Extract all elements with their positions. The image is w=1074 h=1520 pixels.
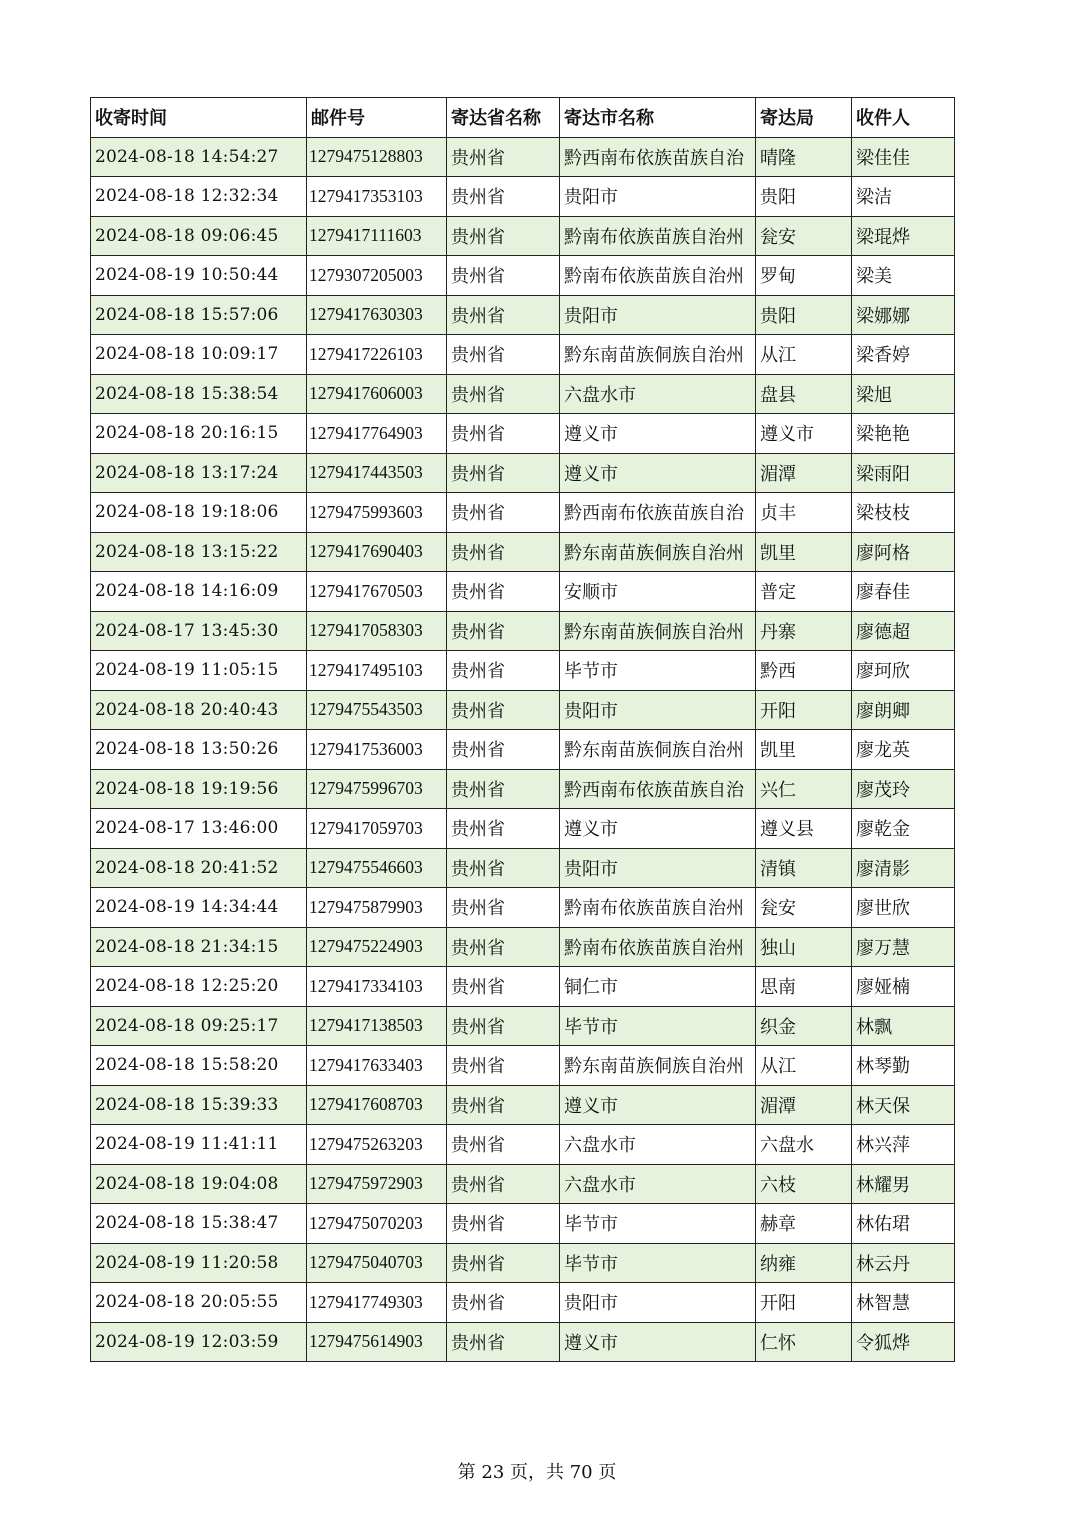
recipient-cell: 林兴萍: [852, 1125, 955, 1165]
city-cell: 黔南布依族苗族自治州: [560, 256, 756, 296]
header-send-time: 收寄时间: [91, 98, 307, 138]
header-recipient: 收件人: [852, 98, 955, 138]
city-cell: 贵阳市: [560, 295, 756, 335]
city-cell: 黔南布依族苗族自治州: [560, 216, 756, 256]
header-mail-number: 邮件号: [307, 98, 447, 138]
recipient-cell: 廖龙英: [852, 730, 955, 770]
office-cell: 清镇: [756, 848, 852, 888]
mail-number-cell: 1279475996703: [307, 769, 447, 809]
office-cell: 兴仁: [756, 769, 852, 809]
send-time-cell: 2024-08-19 11:20:58: [91, 1243, 307, 1283]
send-time-cell: 2024-08-18 10:09:17: [91, 335, 307, 375]
province-cell: 贵州省: [447, 888, 560, 928]
table-row: [91, 453, 955, 493]
office-cell: 遵义市: [756, 414, 852, 454]
office-cell: 黔西: [756, 651, 852, 691]
recipient-cell: 梁旭: [852, 374, 955, 414]
office-cell: 思南: [756, 967, 852, 1007]
mail-number-cell: 1279417058303: [307, 611, 447, 651]
mail-number-cell: 1279417690403: [307, 532, 447, 572]
send-time-cell: 2024-08-18 15:38:54: [91, 374, 307, 414]
send-time-cell: 2024-08-18 12:25:20: [91, 967, 307, 1007]
header-office: 寄达局: [756, 98, 852, 138]
mail-number-cell: 1279475543503: [307, 690, 447, 730]
table-row: [91, 374, 955, 414]
office-cell: 六枝: [756, 1164, 852, 1204]
table-row: [91, 1006, 955, 1046]
mail-number-cell: 1279417138503: [307, 1006, 447, 1046]
header-province: 寄达省名称: [447, 98, 560, 138]
table-row: [91, 1204, 955, 1244]
recipient-cell: 林飘: [852, 1006, 955, 1046]
send-time-cell: 2024-08-17 13:45:30: [91, 611, 307, 651]
recipient-cell: 梁琨烨: [852, 216, 955, 256]
recipient-cell: 梁洁: [852, 177, 955, 217]
city-cell: 遵义市: [560, 809, 756, 849]
table-row: [91, 295, 955, 335]
mail-number-cell: 1279417059703: [307, 809, 447, 849]
office-cell: 贞丰: [756, 493, 852, 533]
recipient-cell: 梁雨阳: [852, 453, 955, 493]
city-cell: 贵阳市: [560, 848, 756, 888]
mail-number-cell: 1279417443503: [307, 453, 447, 493]
mail-number-cell: 1279475879903: [307, 888, 447, 928]
table-row: [91, 888, 955, 928]
office-cell: 六盘水: [756, 1125, 852, 1165]
office-cell: 湄潭: [756, 453, 852, 493]
province-cell: 贵州省: [447, 177, 560, 217]
send-time-cell: 2024-08-18 19:04:08: [91, 1164, 307, 1204]
office-cell: 凯里: [756, 532, 852, 572]
send-time-cell: 2024-08-18 14:16:09: [91, 572, 307, 612]
city-cell: 黔东南苗族侗族自治州: [560, 1046, 756, 1086]
office-cell: 开阳: [756, 1283, 852, 1323]
recipient-cell: 林天保: [852, 1085, 955, 1125]
recipient-cell: 廖万慧: [852, 927, 955, 967]
province-cell: 贵州省: [447, 335, 560, 375]
send-time-cell: 2024-08-18 15:58:20: [91, 1046, 307, 1086]
mail-number-cell: 1279417749303: [307, 1283, 447, 1323]
recipient-cell: 廖阿格: [852, 532, 955, 572]
province-cell: 贵州省: [447, 374, 560, 414]
send-time-cell: 2024-08-18 09:25:17: [91, 1006, 307, 1046]
send-time-cell: 2024-08-17 13:46:00: [91, 809, 307, 849]
office-cell: 丹寨: [756, 611, 852, 651]
table-row: [91, 1085, 955, 1125]
office-cell: 开阳: [756, 690, 852, 730]
send-time-cell: 2024-08-18 20:41:52: [91, 848, 307, 888]
province-cell: 贵州省: [447, 216, 560, 256]
recipient-cell: 梁美: [852, 256, 955, 296]
table-row: [91, 1283, 955, 1323]
recipient-cell: 林佑珺: [852, 1204, 955, 1244]
office-cell: 从江: [756, 335, 852, 375]
province-cell: 贵州省: [447, 137, 560, 177]
table-row: [91, 1125, 955, 1165]
send-time-cell: 2024-08-18 15:38:47: [91, 1204, 307, 1244]
recipient-cell: 廖世欣: [852, 888, 955, 928]
mail-table-container: [90, 97, 955, 1362]
city-cell: 毕节市: [560, 1006, 756, 1046]
city-cell: 毕节市: [560, 651, 756, 691]
mail-number-cell: 1279475972903: [307, 1164, 447, 1204]
send-time-cell: 2024-08-18 14:54:27: [91, 137, 307, 177]
send-time-cell: 2024-08-18 20:40:43: [91, 690, 307, 730]
recipient-cell: 梁佳佳: [852, 137, 955, 177]
office-cell: 贵阳: [756, 295, 852, 335]
province-cell: 贵州省: [447, 1283, 560, 1323]
province-cell: 贵州省: [447, 651, 560, 691]
mail-number-cell: 1279417495103: [307, 651, 447, 691]
province-cell: 贵州省: [447, 414, 560, 454]
recipient-cell: 令狐烨: [852, 1322, 955, 1362]
recipient-cell: 廖茂玲: [852, 769, 955, 809]
send-time-cell: 2024-08-18 13:15:22: [91, 532, 307, 572]
mail-number-cell: 1279475546603: [307, 848, 447, 888]
city-cell: 遵义市: [560, 414, 756, 454]
send-time-cell: 2024-08-18 19:19:56: [91, 769, 307, 809]
office-cell: 从江: [756, 1046, 852, 1086]
send-time-cell: 2024-08-19 11:41:11: [91, 1125, 307, 1165]
send-time-cell: 2024-08-18 20:05:55: [91, 1283, 307, 1323]
table-row: [91, 493, 955, 533]
city-cell: 黔西南布依族苗族自治: [560, 493, 756, 533]
recipient-cell: 廖清影: [852, 848, 955, 888]
send-time-cell: 2024-08-18 12:32:34: [91, 177, 307, 217]
city-cell: 黔西南布依族苗族自治: [560, 769, 756, 809]
office-cell: 瓮安: [756, 216, 852, 256]
city-cell: 毕节市: [560, 1204, 756, 1244]
province-cell: 贵州省: [447, 453, 560, 493]
table-body: [91, 137, 955, 1362]
province-cell: 贵州省: [447, 1046, 560, 1086]
office-cell: 瓮安: [756, 888, 852, 928]
province-cell: 贵州省: [447, 295, 560, 335]
recipient-cell: 林云丹: [852, 1243, 955, 1283]
province-cell: 贵州省: [447, 1243, 560, 1283]
mail-number-cell: 1279475993603: [307, 493, 447, 533]
mail-number-cell: 1279475128803: [307, 137, 447, 177]
recipient-cell: 林智慧: [852, 1283, 955, 1323]
province-cell: 贵州省: [447, 769, 560, 809]
table-row: [91, 216, 955, 256]
table-row: [91, 809, 955, 849]
send-time-cell: 2024-08-18 21:34:15: [91, 927, 307, 967]
mail-table: [90, 97, 955, 1362]
table-row: [91, 611, 955, 651]
mail-number-cell: 1279417334103: [307, 967, 447, 1007]
recipient-cell: 林耀男: [852, 1164, 955, 1204]
table-row: [91, 1046, 955, 1086]
mail-number-cell: 1279475040703: [307, 1243, 447, 1283]
city-cell: 贵阳市: [560, 690, 756, 730]
office-cell: 独山: [756, 927, 852, 967]
send-time-cell: 2024-08-18 19:18:06: [91, 493, 307, 533]
city-cell: 遵义市: [560, 1322, 756, 1362]
province-cell: 贵州省: [447, 927, 560, 967]
office-cell: 仁怀: [756, 1322, 852, 1362]
city-cell: 贵阳市: [560, 177, 756, 217]
header-city: 寄达市名称: [560, 98, 756, 138]
send-time-cell: 2024-08-19 11:05:15: [91, 651, 307, 691]
office-cell: 罗甸: [756, 256, 852, 296]
mail-number-cell: 1279475070203: [307, 1204, 447, 1244]
recipient-cell: 梁枝枝: [852, 493, 955, 533]
office-cell: 晴隆: [756, 137, 852, 177]
city-cell: 六盘水市: [560, 1164, 756, 1204]
province-cell: 贵州省: [447, 848, 560, 888]
send-time-cell: 2024-08-19 12:03:59: [91, 1322, 307, 1362]
province-cell: 贵州省: [447, 730, 560, 770]
send-time-cell: 2024-08-18 13:50:26: [91, 730, 307, 770]
recipient-cell: 梁娜娜: [852, 295, 955, 335]
table-row: [91, 1243, 955, 1283]
city-cell: 贵阳市: [560, 1283, 756, 1323]
city-cell: 黔东南苗族侗族自治州: [560, 532, 756, 572]
recipient-cell: 廖德超: [852, 611, 955, 651]
recipient-cell: 梁艳艳: [852, 414, 955, 454]
province-cell: 贵州省: [447, 967, 560, 1007]
city-cell: 六盘水市: [560, 1125, 756, 1165]
office-cell: 普定: [756, 572, 852, 612]
recipient-cell: 廖娅楠: [852, 967, 955, 1007]
table-row: [91, 572, 955, 612]
send-time-cell: 2024-08-18 15:39:33: [91, 1085, 307, 1125]
office-cell: 凯里: [756, 730, 852, 770]
city-cell: 黔东南苗族侗族自治州: [560, 335, 756, 375]
office-cell: 遵义县: [756, 809, 852, 849]
mail-number-cell: 1279307205003: [307, 256, 447, 296]
table-row: [91, 730, 955, 770]
mail-number-cell: 1279417606003: [307, 374, 447, 414]
city-cell: 遵义市: [560, 453, 756, 493]
send-time-cell: 2024-08-18 13:17:24: [91, 453, 307, 493]
mail-number-cell: 1279417608703: [307, 1085, 447, 1125]
province-cell: 贵州省: [447, 493, 560, 533]
province-cell: 贵州省: [447, 1085, 560, 1125]
table-row: [91, 256, 955, 296]
city-cell: 黔南布依族苗族自治州: [560, 927, 756, 967]
recipient-cell: 廖珂欣: [852, 651, 955, 691]
page-number: 第 23 页，共 70 页: [457, 1462, 617, 1483]
recipient-cell: 梁香婷: [852, 335, 955, 375]
office-cell: 纳雍: [756, 1243, 852, 1283]
office-cell: 赫章: [756, 1204, 852, 1244]
province-cell: 贵州省: [447, 1125, 560, 1165]
mail-number-cell: 1279417536003: [307, 730, 447, 770]
table-row: [91, 848, 955, 888]
table-row: [91, 690, 955, 730]
mail-number-cell: 1279417633403: [307, 1046, 447, 1086]
mail-number-cell: 1279417764903: [307, 414, 447, 454]
recipient-cell: 林琴勤: [852, 1046, 955, 1086]
mail-number-cell: 1279417226103: [307, 335, 447, 375]
mail-number-cell: 1279417111603: [307, 216, 447, 256]
recipient-cell: 廖春佳: [852, 572, 955, 612]
send-time-cell: 2024-08-19 10:50:44: [91, 256, 307, 296]
city-cell: 黔东南苗族侗族自治州: [560, 611, 756, 651]
province-cell: 贵州省: [447, 572, 560, 612]
province-cell: 贵州省: [447, 690, 560, 730]
table-row: [91, 532, 955, 572]
city-cell: 安顺市: [560, 572, 756, 612]
city-cell: 黔东南苗族侗族自治州: [560, 730, 756, 770]
table-row: [91, 1164, 955, 1204]
table-row: [91, 967, 955, 1007]
mail-number-cell: 1279475263203: [307, 1125, 447, 1165]
table-row: [91, 769, 955, 809]
send-time-cell: 2024-08-18 09:06:45: [91, 216, 307, 256]
office-cell: 湄潭: [756, 1085, 852, 1125]
city-cell: 铜仁市: [560, 967, 756, 1007]
province-cell: 贵州省: [447, 809, 560, 849]
table-header-row: [91, 98, 955, 138]
table-row: [91, 414, 955, 454]
table-row: [91, 927, 955, 967]
province-cell: 贵州省: [447, 1164, 560, 1204]
table-row: [91, 1322, 955, 1362]
city-cell: 毕节市: [560, 1243, 756, 1283]
province-cell: 贵州省: [447, 1006, 560, 1046]
send-time-cell: 2024-08-18 15:57:06: [91, 295, 307, 335]
mail-number-cell: 1279417670503: [307, 572, 447, 612]
city-cell: 黔南布依族苗族自治州: [560, 888, 756, 928]
recipient-cell: 廖乾金: [852, 809, 955, 849]
province-cell: 贵州省: [447, 1322, 560, 1362]
send-time-cell: 2024-08-18 20:16:15: [91, 414, 307, 454]
table-row: [91, 137, 955, 177]
mail-number-cell: 1279417630303: [307, 295, 447, 335]
city-cell: 六盘水市: [560, 374, 756, 414]
mail-number-cell: 1279417353103: [307, 177, 447, 217]
office-cell: 盘县: [756, 374, 852, 414]
province-cell: 贵州省: [447, 256, 560, 296]
province-cell: 贵州省: [447, 1204, 560, 1244]
province-cell: 贵州省: [447, 611, 560, 651]
table-row: [91, 177, 955, 217]
province-cell: 贵州省: [447, 532, 560, 572]
table-row: [91, 651, 955, 691]
table-row: [91, 335, 955, 375]
send-time-cell: 2024-08-19 14:34:44: [91, 888, 307, 928]
city-cell: 黔西南布依族苗族自治: [560, 137, 756, 177]
city-cell: 遵义市: [560, 1085, 756, 1125]
mail-number-cell: 1279475614903: [307, 1322, 447, 1362]
office-cell: 贵阳: [756, 177, 852, 217]
mail-number-cell: 1279475224903: [307, 927, 447, 967]
recipient-cell: 廖朗卿: [852, 690, 955, 730]
office-cell: 织金: [756, 1006, 852, 1046]
